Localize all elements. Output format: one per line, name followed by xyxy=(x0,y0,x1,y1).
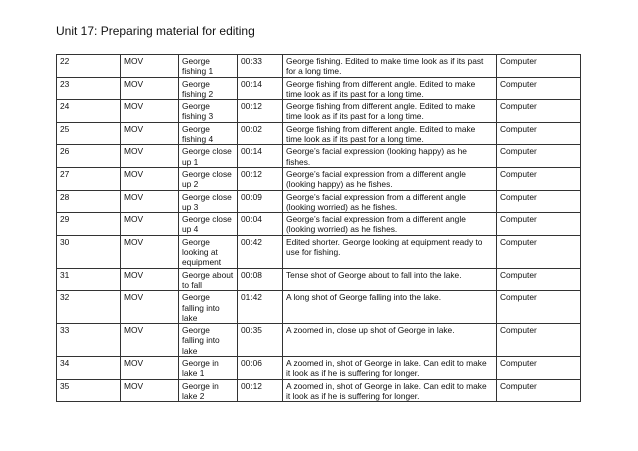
cell-duration: 00:35 xyxy=(238,324,283,357)
cell-file-type: MOV xyxy=(121,145,179,168)
cell-clip-number: 35 xyxy=(57,379,121,402)
cell-clip-number: 25 xyxy=(57,122,121,145)
cell-duration: 00:12 xyxy=(238,379,283,402)
cell-clip-name: George falling into lake xyxy=(179,324,238,357)
cell-source: Computer xyxy=(497,268,581,291)
cell-source: Computer xyxy=(497,77,581,100)
cell-clip-name: George falling into lake xyxy=(179,291,238,324)
cell-source: Computer xyxy=(497,357,581,380)
table-row xyxy=(57,357,581,380)
cell-source: Computer xyxy=(497,100,581,123)
cell-file-type: MOV xyxy=(121,167,179,190)
cell-file-type: MOV xyxy=(121,291,179,324)
cell-file-type: MOV xyxy=(121,122,179,145)
cell-clip-name: George fishing 4 xyxy=(179,122,238,145)
cell-description: Tense shot of George about to fall into the lake. xyxy=(283,268,497,291)
cell-source: Computer xyxy=(497,379,581,402)
cell-description: Edited shorter. George looking at equipment ready to use for fishing. xyxy=(283,235,497,268)
table-row xyxy=(57,100,581,123)
cell-clip-number: 32 xyxy=(57,291,121,324)
cell-description: George’s facial expression from a different angle (looking worried) as he fishes. xyxy=(283,213,497,236)
cell-duration: 00:02 xyxy=(238,122,283,145)
cell-file-type: MOV xyxy=(121,77,179,100)
cell-clip-number: 30 xyxy=(57,235,121,268)
cell-file-type: MOV xyxy=(121,379,179,402)
cell-file-type: MOV xyxy=(121,55,179,78)
cell-clip-name: George about to fall xyxy=(179,268,238,291)
cell-description: A long shot of George falling into the lake. xyxy=(283,291,497,324)
cell-duration: 00:09 xyxy=(238,190,283,213)
cell-file-type: MOV xyxy=(121,100,179,123)
cell-duration: 00:14 xyxy=(238,145,283,168)
table-row xyxy=(57,145,581,168)
cell-clip-name: George fishing 3 xyxy=(179,100,238,123)
cell-clip-name: George in lake 2 xyxy=(179,379,238,402)
cell-file-type: MOV xyxy=(121,324,179,357)
cell-clip-number: 26 xyxy=(57,145,121,168)
cell-clip-number: 27 xyxy=(57,167,121,190)
cell-clip-number: 34 xyxy=(57,357,121,380)
cell-duration: 00:33 xyxy=(238,55,283,78)
cell-file-type: MOV xyxy=(121,213,179,236)
cell-clip-number: 24 xyxy=(57,100,121,123)
cell-description: George fishing from different angle. Edited to make time look as if its past for a long time. xyxy=(283,77,497,100)
cell-clip-name: George close up 4 xyxy=(179,213,238,236)
cell-source: Computer xyxy=(497,122,581,145)
table-row xyxy=(57,213,581,236)
cell-duration: 00:04 xyxy=(238,213,283,236)
cell-source: Computer xyxy=(497,145,581,168)
cell-clip-number: 33 xyxy=(57,324,121,357)
table-row xyxy=(57,324,581,357)
cell-clip-name: George close up 2 xyxy=(179,167,238,190)
cell-duration: 00:12 xyxy=(238,100,283,123)
cell-clip-number: 31 xyxy=(57,268,121,291)
cell-clip-number: 23 xyxy=(57,77,121,100)
cell-source: Computer xyxy=(497,235,581,268)
cell-duration: 00:42 xyxy=(238,235,283,268)
table-row xyxy=(57,122,581,145)
cell-clip-name: George looking at equipment xyxy=(179,235,238,268)
cell-duration: 00:12 xyxy=(238,167,283,190)
cell-description: A zoomed in, close up shot of George in lake. xyxy=(283,324,497,357)
cell-source: Computer xyxy=(497,291,581,324)
table-row xyxy=(57,268,581,291)
cell-clip-name: George fishing 2 xyxy=(179,77,238,100)
table-row xyxy=(57,167,581,190)
cell-file-type: MOV xyxy=(121,357,179,380)
table-row xyxy=(57,379,581,402)
cell-clip-number: 28 xyxy=(57,190,121,213)
cell-clip-name: George in lake 1 xyxy=(179,357,238,380)
cell-source: Computer xyxy=(497,55,581,78)
cell-clip-name: George close up 1 xyxy=(179,145,238,168)
table-row xyxy=(57,235,581,268)
cell-description: A zoomed in, shot of George in lake. Can edit to make it look as if he is suffering for longer. xyxy=(283,357,497,380)
footage-log-table xyxy=(56,54,581,402)
cell-file-type: MOV xyxy=(121,235,179,268)
page-title: Unit 17: Preparing material for editing xyxy=(56,24,255,38)
cell-duration: 00:06 xyxy=(238,357,283,380)
cell-source: Computer xyxy=(497,167,581,190)
cell-duration: 00:14 xyxy=(238,77,283,100)
cell-source: Computer xyxy=(497,213,581,236)
cell-clip-number: 29 xyxy=(57,213,121,236)
cell-duration: 01:42 xyxy=(238,291,283,324)
table-row xyxy=(57,291,581,324)
footage-log-body xyxy=(57,55,581,402)
cell-description: George’s facial expression from a different angle (looking happy) as he fishes. xyxy=(283,167,497,190)
cell-description: George fishing from different angle. Edited to make time look as if its past for a long time. xyxy=(283,122,497,145)
cell-file-type: MOV xyxy=(121,190,179,213)
cell-file-type: MOV xyxy=(121,268,179,291)
cell-clip-number: 22 xyxy=(57,55,121,78)
cell-source: Computer xyxy=(497,324,581,357)
cell-description: George fishing. Edited to make time look as if its past for a long time. xyxy=(283,55,497,78)
cell-clip-name: George close up 3 xyxy=(179,190,238,213)
table-row xyxy=(57,55,581,78)
cell-description: George’s facial expression from a different angle (looking worried) as he fishes. xyxy=(283,190,497,213)
cell-clip-name: George fishing 1 xyxy=(179,55,238,78)
cell-description: George fishing from different angle. Edited to make time look as if its past for a long time. xyxy=(283,100,497,123)
table-row xyxy=(57,77,581,100)
cell-source: Computer xyxy=(497,190,581,213)
cell-description: A zoomed in, shot of George in lake. Can edit to make it look as if he is suffering for longer. xyxy=(283,379,497,402)
table-row xyxy=(57,190,581,213)
cell-description: George’s facial expression (looking happy) as he fishes. xyxy=(283,145,497,168)
cell-duration: 00:08 xyxy=(238,268,283,291)
